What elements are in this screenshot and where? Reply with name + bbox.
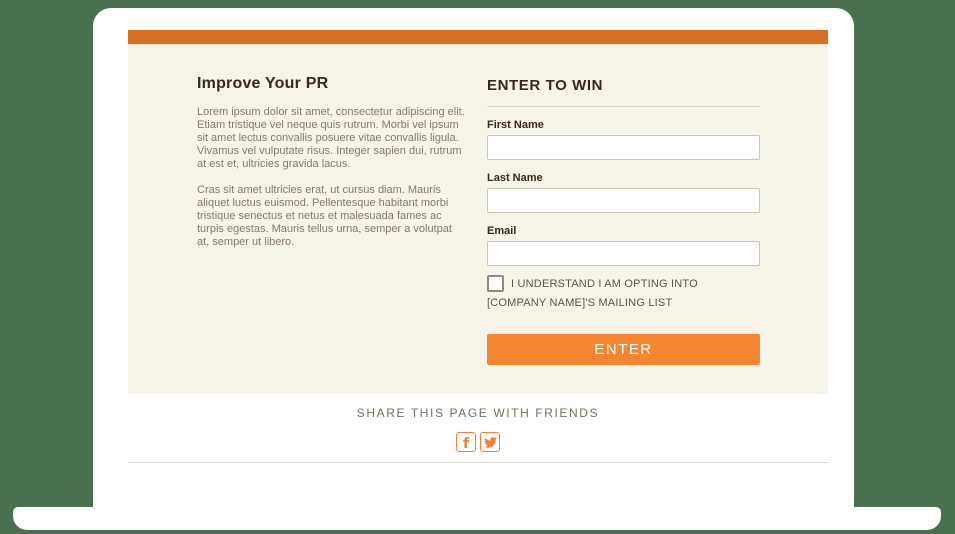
first-name-label: First Name bbox=[487, 119, 544, 131]
field-email bbox=[487, 225, 760, 266]
optin-label: I UNDERSTAND I AM OPTING INTO [COMPANY NAME]'S MAILING LIST bbox=[487, 278, 698, 309]
intro-paragraph-1: Lorem ipsum dolor sit amet, consectetur adipiscing elit. Etiam tristique vel neque quis rutrum. Morbi vel ipsum sit amet lectus convallis posuere vitae convallis ligula. Vivamus vel vulputate risus. Integer sapien dui, rutrum at est et, ultricies gravida lacus. bbox=[197, 106, 465, 170]
enter-button[interactable]: ENTER bbox=[487, 334, 760, 365]
twitter-icon[interactable] bbox=[480, 432, 500, 452]
optin-checkbox[interactable] bbox=[487, 275, 504, 292]
landing-content bbox=[128, 44, 828, 394]
intro-paragraph-2: Cras sit amet ultricies erat, ut cursus diam. Mauris aliquet luctus euismod. Pellentesque habitant morbi tristique senectus et netus et malesuada fames ac turpis egestas. Mauris tellus urna, semper a volutpat at, semper ut libero. bbox=[197, 184, 452, 248]
laptop-base bbox=[13, 507, 941, 530]
last-name-input[interactable] bbox=[487, 188, 760, 213]
intro-heading: Improve Your PR bbox=[197, 75, 329, 92]
share-footer bbox=[128, 394, 828, 463]
facebook-icon[interactable]: f bbox=[456, 432, 476, 452]
twitter-bird-glyph bbox=[484, 436, 497, 449]
form-heading: ENTER TO WIN bbox=[487, 77, 604, 94]
field-last-name bbox=[487, 172, 760, 213]
field-first-name bbox=[487, 119, 760, 160]
email-label: Email bbox=[487, 225, 517, 237]
laptop-screen bbox=[128, 30, 828, 463]
first-name-input[interactable] bbox=[487, 135, 760, 160]
email-input[interactable] bbox=[487, 241, 760, 266]
social-icons bbox=[128, 432, 828, 452]
share-heading: SHARE THIS PAGE WITH FRIENDS bbox=[356, 406, 600, 420]
entry-form-section bbox=[487, 44, 760, 394]
optin-row bbox=[487, 275, 760, 313]
last-name-label: Last Name bbox=[487, 172, 543, 184]
top-accent-bar bbox=[128, 30, 828, 44]
intro-section bbox=[197, 44, 467, 394]
laptop-frame bbox=[93, 8, 854, 507]
form-divider bbox=[487, 106, 760, 107]
